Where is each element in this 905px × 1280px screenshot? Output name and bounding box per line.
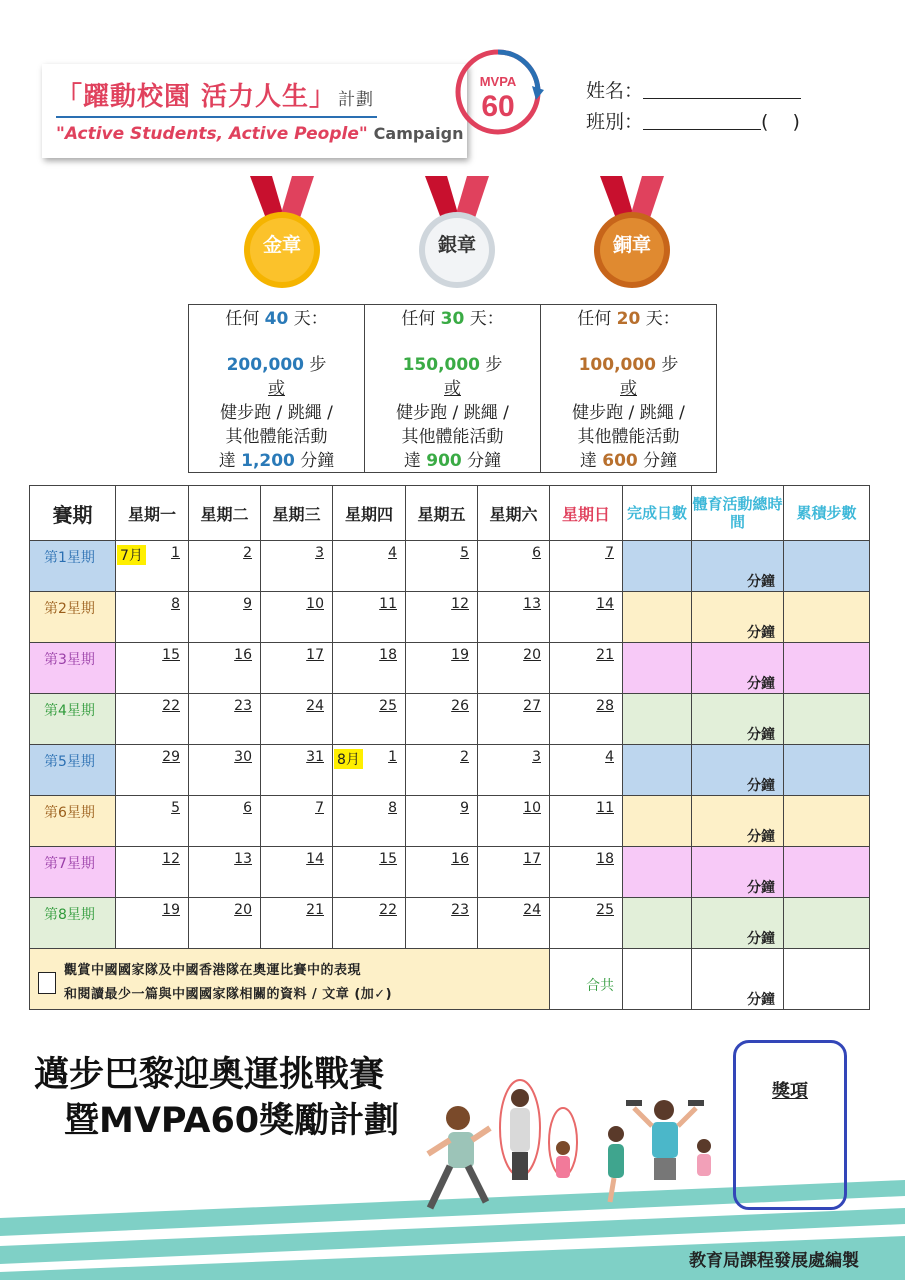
- days-completed-cell[interactable]: [623, 592, 692, 643]
- days-completed-cell[interactable]: [623, 898, 692, 949]
- day-cell[interactable]: [116, 898, 189, 949]
- day-cell[interactable]: [116, 796, 189, 847]
- day-number: 20: [523, 647, 541, 663]
- header-total-activity-time: 體育活動總時間: [692, 486, 784, 541]
- day-number: 4: [388, 545, 397, 561]
- total-steps-cell[interactable]: [784, 949, 870, 1010]
- day-number: 20: [234, 902, 252, 918]
- total-label: 合共: [550, 949, 623, 1010]
- day-number: 22: [162, 698, 180, 714]
- header-accumulated-steps: 累積步數: [784, 486, 870, 541]
- week-label: 第8星期: [30, 898, 116, 949]
- activity-minutes-cell[interactable]: 分鐘: [692, 592, 784, 643]
- day-cell[interactable]: [478, 796, 550, 847]
- day-cell[interactable]: [189, 643, 261, 694]
- week-row: [30, 796, 870, 847]
- day-cell[interactable]: [261, 745, 333, 796]
- week-row: [30, 847, 870, 898]
- day-number: 6: [243, 800, 252, 816]
- week-label: 第3星期: [30, 643, 116, 694]
- day-number: 15: [162, 647, 180, 663]
- activity-minutes-cell[interactable]: 分鐘: [692, 745, 784, 796]
- day-cell[interactable]: [189, 541, 261, 592]
- day-cell[interactable]: [550, 898, 623, 949]
- day-cell[interactable]: [478, 847, 550, 898]
- month-tag-july: 7月: [117, 545, 146, 565]
- accumulated-steps-cell[interactable]: [784, 643, 870, 694]
- week-label: 第5星期: [30, 745, 116, 796]
- day-number: 10: [306, 596, 324, 612]
- week-label: 第4星期: [30, 694, 116, 745]
- day-cell[interactable]: [406, 796, 478, 847]
- days-completed-cell[interactable]: [623, 847, 692, 898]
- day-cell[interactable]: [189, 745, 261, 796]
- week-label: 第7星期: [30, 847, 116, 898]
- day-cell[interactable]: [406, 592, 478, 643]
- day-cell[interactable]: [550, 694, 623, 745]
- olympic-line-1: 觀賞中國國家隊及中國香港隊在奧運比賽中的表現: [64, 963, 362, 978]
- gold-medal-icon: [242, 176, 322, 296]
- month-tag-august: 8月: [334, 749, 363, 769]
- days-completed-cell[interactable]: [623, 796, 692, 847]
- day-cell[interactable]: [333, 745, 406, 796]
- week-label: 第2星期: [30, 592, 116, 643]
- olympic-task: [30, 949, 550, 1010]
- day-cell[interactable]: [406, 694, 478, 745]
- day-number: 16: [234, 647, 252, 663]
- olympic-line-2: 和閱讀最少一篇與中國國家隊相關的資料 / 文章 (加✓): [64, 987, 393, 1002]
- day-cell[interactable]: [261, 796, 333, 847]
- day-number: 2: [460, 749, 469, 765]
- day-cell[interactable]: [189, 847, 261, 898]
- activity-minutes-cell[interactable]: 分鐘: [692, 694, 784, 745]
- day-number: 12: [162, 851, 180, 867]
- day-number: 2: [243, 545, 252, 561]
- header-tuesday: 星期二: [189, 486, 261, 541]
- day-number: 3: [315, 545, 324, 561]
- day-cell[interactable]: [550, 796, 623, 847]
- gold-medal-label: 金章: [262, 234, 301, 256]
- day-cell[interactable]: [406, 643, 478, 694]
- olympic-row: [30, 949, 870, 1010]
- header-period: 賽期: [30, 486, 116, 541]
- activity-minutes-cell[interactable]: 分鐘: [692, 796, 784, 847]
- week-row: [30, 898, 870, 949]
- day-number: 28: [596, 698, 614, 714]
- day-number: 16: [451, 851, 469, 867]
- olympic-checkbox[interactable]: [38, 972, 56, 994]
- day-cell[interactable]: [261, 592, 333, 643]
- week-row: [30, 745, 870, 796]
- header-sunday: 星期日: [550, 486, 623, 541]
- class-field[interactable]: 班別： ( ): [586, 111, 800, 133]
- challenge-title-line-2: 暨MVPA60獎勵計劃: [64, 1101, 400, 1141]
- day-number: 21: [596, 647, 614, 663]
- day-number: 13: [234, 851, 252, 867]
- day-cell[interactable]: [261, 898, 333, 949]
- day-number: 30: [234, 749, 252, 765]
- day-cell[interactable]: [406, 541, 478, 592]
- day-cell[interactable]: [333, 796, 406, 847]
- day-cell[interactable]: [261, 643, 333, 694]
- accumulated-steps-cell[interactable]: [784, 898, 870, 949]
- day-number: 6: [532, 545, 541, 561]
- day-number: 14: [596, 596, 614, 612]
- day-cell[interactable]: [116, 847, 189, 898]
- day-number: 25: [379, 698, 397, 714]
- silver-medal-icon: [417, 176, 497, 296]
- day-cell[interactable]: [261, 541, 333, 592]
- bronze-medal-label: 銅章: [612, 234, 651, 256]
- day-number: 1: [388, 749, 397, 765]
- day-number: 8: [171, 596, 180, 612]
- day-number: 11: [379, 596, 397, 612]
- svg-text:MVPA: MVPA: [479, 74, 517, 89]
- header-monday: 星期一: [116, 486, 189, 541]
- day-cell[interactable]: [333, 541, 406, 592]
- campaign-title-en: "Active Students, Active People" Campaign: [56, 124, 464, 144]
- accumulated-steps-cell[interactable]: [784, 796, 870, 847]
- day-number: 14: [306, 851, 324, 867]
- header-thursday: 星期四: [333, 486, 406, 541]
- footer-credit: 教育局課程發展處編製: [689, 1251, 859, 1271]
- day-number: 18: [596, 851, 614, 867]
- day-number: 22: [379, 902, 397, 918]
- day-number: 7: [605, 545, 614, 561]
- day-cell[interactable]: [478, 643, 550, 694]
- day-cell[interactable]: [189, 796, 261, 847]
- day-cell[interactable]: [478, 898, 550, 949]
- family-exercise-icon: [420, 1078, 730, 1238]
- gold-criteria: 任何 40 天： 200,000 步 或 健步跑 / 跳繩 / 其他體能活動 達 1,200 分鐘: [189, 305, 365, 472]
- day-cell[interactable]: [333, 898, 406, 949]
- day-number: 17: [523, 851, 541, 867]
- day-cell[interactable]: [478, 745, 550, 796]
- day-number: 10: [523, 800, 541, 816]
- day-number: 27: [523, 698, 541, 714]
- accumulated-steps-cell[interactable]: [784, 847, 870, 898]
- week-row: [30, 694, 870, 745]
- day-cell[interactable]: [116, 541, 189, 592]
- header-saturday: 星期六: [478, 486, 550, 541]
- day-number: 24: [523, 902, 541, 918]
- week-label: 第1星期: [30, 541, 116, 592]
- week-label: 第6星期: [30, 796, 116, 847]
- day-number: 29: [162, 749, 180, 765]
- day-cell[interactable]: [189, 898, 261, 949]
- activity-minutes-cell[interactable]: 分鐘: [692, 847, 784, 898]
- header-days-completed: 完成日數: [623, 486, 692, 541]
- day-number: 5: [171, 800, 180, 816]
- day-number: 23: [234, 698, 252, 714]
- accumulated-steps-cell[interactable]: [784, 694, 870, 745]
- accumulated-steps-cell[interactable]: [784, 541, 870, 592]
- day-cell[interactable]: [116, 694, 189, 745]
- day-number: 4: [605, 749, 614, 765]
- activity-minutes-cell[interactable]: 分鐘: [692, 643, 784, 694]
- day-number: 9: [243, 596, 252, 612]
- day-number: 24: [306, 698, 324, 714]
- day-number: 19: [162, 902, 180, 918]
- activity-minutes-cell[interactable]: 分鐘: [692, 541, 784, 592]
- day-number: 25: [596, 902, 614, 918]
- total-days-cell[interactable]: [623, 949, 692, 1010]
- bronze-criteria: 任何 20 天： 100,000 步 或 健步跑 / 跳繩 / 其他體能活動 達 600 分鐘: [572, 309, 685, 471]
- day-cell[interactable]: [261, 847, 333, 898]
- medal-criteria-table: [188, 304, 717, 473]
- day-cell[interactable]: [550, 592, 623, 643]
- day-cell[interactable]: [333, 592, 406, 643]
- award-box: [733, 1040, 847, 1210]
- header-wednesday: 星期三: [261, 486, 333, 541]
- activity-calendar: [29, 485, 870, 1010]
- silver-criteria: 任何 30 天： 150,000 步 或 健步跑 / 跳繩 / 其他體能活動 達 900 分鐘: [365, 305, 541, 472]
- header-friday: 星期五: [406, 486, 478, 541]
- campaign-divider: [56, 116, 377, 118]
- challenge-title: [34, 1052, 399, 1144]
- days-completed-cell[interactable]: [623, 694, 692, 745]
- day-number: 12: [451, 596, 469, 612]
- day-cell[interactable]: [478, 694, 550, 745]
- bronze-medal-icon: [592, 176, 672, 296]
- week-row: [30, 541, 870, 592]
- days-completed-cell[interactable]: [623, 745, 692, 796]
- day-number: 7: [315, 800, 324, 816]
- day-cell[interactable]: [333, 643, 406, 694]
- day-cell[interactable]: [333, 847, 406, 898]
- day-number: 11: [596, 800, 614, 816]
- week-row: [30, 643, 870, 694]
- day-cell[interactable]: [116, 592, 189, 643]
- accumulated-steps-cell[interactable]: [784, 745, 870, 796]
- silver-medal-label: 銀章: [437, 234, 476, 256]
- mvpa60-logo: [452, 46, 544, 138]
- week-row: [30, 592, 870, 643]
- day-cell[interactable]: [261, 694, 333, 745]
- accumulated-steps-cell[interactable]: [784, 592, 870, 643]
- svg-text:60: 60: [481, 90, 515, 123]
- day-number: 3: [532, 749, 541, 765]
- day-cell[interactable]: [478, 541, 550, 592]
- day-number: 21: [306, 902, 324, 918]
- day-cell[interactable]: [550, 541, 623, 592]
- day-number: 13: [523, 596, 541, 612]
- day-cell[interactable]: [116, 643, 189, 694]
- challenge-title-line-1: 邁步巴黎迎奧運挑戰賽: [34, 1055, 385, 1095]
- activity-minutes-cell[interactable]: 分鐘: [692, 898, 784, 949]
- day-number: 18: [379, 647, 397, 663]
- day-cell[interactable]: [116, 745, 189, 796]
- day-number: 5: [460, 545, 469, 561]
- day-cell[interactable]: [406, 745, 478, 796]
- day-cell[interactable]: [478, 592, 550, 643]
- day-number: 8: [388, 800, 397, 816]
- day-cell[interactable]: [550, 847, 623, 898]
- days-completed-cell[interactable]: [623, 643, 692, 694]
- campaign-banner: [42, 64, 467, 158]
- day-cell[interactable]: [333, 694, 406, 745]
- award-label: 獎項: [772, 1081, 808, 1102]
- day-cell[interactable]: [406, 898, 478, 949]
- day-number: 9: [460, 800, 469, 816]
- day-number: 23: [451, 902, 469, 918]
- campaign-title-zh: 「躍動校園 活力人生」 計劃: [56, 82, 375, 112]
- day-number: 17: [306, 647, 324, 663]
- days-completed-cell[interactable]: [623, 541, 692, 592]
- day-number: 1: [171, 545, 180, 561]
- day-number: 15: [379, 851, 397, 867]
- total-minutes-cell[interactable]: 分鐘: [692, 949, 784, 1010]
- calendar-header-row: [30, 486, 870, 541]
- name-field[interactable]: 姓名：: [586, 76, 801, 103]
- day-cell[interactable]: [189, 694, 261, 745]
- day-cell[interactable]: [550, 643, 623, 694]
- day-cell[interactable]: [550, 745, 623, 796]
- day-number: 19: [451, 647, 469, 663]
- day-number: 26: [451, 698, 469, 714]
- day-cell[interactable]: [189, 592, 261, 643]
- day-cell[interactable]: [406, 847, 478, 898]
- day-number: 31: [306, 749, 324, 765]
